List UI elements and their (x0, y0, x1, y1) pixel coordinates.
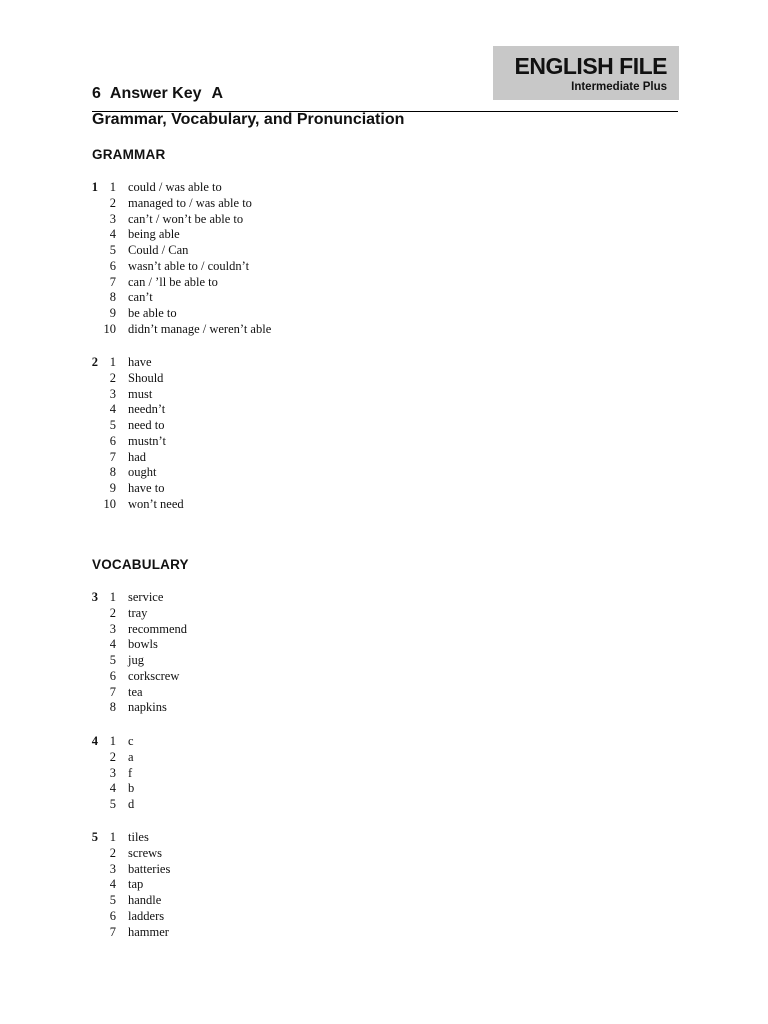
item-answer: won’t need (128, 496, 184, 511)
item-number: 10 (103, 321, 116, 336)
item-answer: jug (128, 653, 144, 667)
answer-row (88, 877, 388, 893)
item-answer: recommend (128, 621, 188, 636)
answer-row (88, 275, 388, 291)
answer-key-title: Answer Key (109, 85, 202, 102)
item-number: 6 (109, 433, 116, 448)
item-answer: can’t / won’t be able to (128, 211, 244, 226)
item-answer: can / ’ll be able to (128, 274, 218, 289)
item-number: 1 (109, 180, 116, 194)
answer-row (88, 750, 388, 766)
item-answer: have (128, 355, 152, 369)
item-number: 9 (109, 481, 116, 495)
answer-row (88, 259, 388, 275)
answer-row (88, 781, 388, 797)
exercise-number: 5 (91, 830, 98, 844)
item-number: 7 (109, 449, 116, 464)
answer-row (88, 830, 388, 846)
answer-row (88, 637, 388, 653)
item-answer: c (128, 734, 134, 748)
item-number: 5 (109, 418, 116, 432)
item-answer: need to (128, 418, 165, 432)
item-answer: corkscrew (128, 668, 180, 683)
exercise-number: 1 (91, 180, 98, 194)
item-answer: batteries (128, 861, 171, 876)
item-number: 2 (109, 845, 116, 860)
answer-row (88, 893, 388, 909)
answer-row (88, 402, 388, 418)
item-answer: bowls (128, 637, 158, 652)
exercise-4 (88, 734, 388, 813)
answer-row (88, 909, 388, 925)
answer-row (88, 653, 388, 669)
exercise-number: 4 (91, 734, 98, 748)
grammar-heading: GRAMMAR (92, 147, 166, 162)
test-version: A (211, 85, 224, 102)
answer-row (88, 734, 388, 750)
answer-row (88, 434, 388, 450)
exercise-number: 3 (91, 590, 98, 604)
answer-row (88, 180, 388, 196)
item-answer: could / was able to (128, 180, 222, 194)
answer-row (88, 355, 388, 371)
item-number: 1 (109, 734, 116, 748)
item-number: 7 (109, 274, 116, 289)
item-number: 7 (109, 684, 116, 699)
item-answer: d (128, 797, 135, 811)
answer-row (88, 590, 388, 606)
answer-row (88, 290, 388, 306)
item-number: 4 (109, 402, 116, 417)
answer-row (88, 766, 388, 782)
item-number: 3 (109, 621, 116, 636)
answer-row (88, 481, 388, 497)
answer-row (88, 622, 388, 638)
item-answer: have to (128, 481, 165, 495)
item-number: 4 (109, 877, 116, 892)
item-number: 9 (109, 306, 116, 320)
item-number: 6 (109, 908, 116, 923)
item-answer: a (128, 749, 134, 764)
item-number: 6 (109, 668, 116, 683)
item-number: 10 (103, 496, 116, 511)
exercise-1 (88, 180, 388, 338)
answer-row (88, 322, 388, 338)
item-number: 4 (109, 637, 116, 652)
item-answer: wasn’t able to / couldn’t (128, 258, 250, 273)
item-answer: Should (128, 370, 164, 385)
item-number: 4 (109, 781, 116, 796)
item-number: 2 (109, 605, 116, 620)
item-number: 1 (109, 355, 116, 369)
item-answer: ought (128, 465, 157, 480)
answer-row (88, 846, 388, 862)
item-answer: tiles (128, 830, 149, 844)
item-answer: must (128, 386, 153, 401)
answer-row (88, 212, 388, 228)
item-number: 5 (109, 797, 116, 811)
vocabulary-heading: VOCABULARY (92, 557, 189, 572)
item-number: 5 (109, 893, 116, 907)
item-answer: tap (128, 877, 144, 892)
page-title (92, 85, 223, 103)
answer-row (88, 196, 388, 212)
item-answer: didn’t manage / weren’t able (128, 321, 272, 336)
answer-row (88, 497, 388, 513)
answer-row (88, 925, 388, 941)
item-answer: be able to (128, 306, 177, 320)
answer-row (88, 685, 388, 701)
item-number: 3 (109, 386, 116, 401)
exercise-3 (88, 590, 388, 716)
item-answer: tray (128, 605, 148, 620)
item-answer: being able (128, 227, 180, 242)
item-number: 3 (109, 861, 116, 876)
logo-level: Intermediate Plus (571, 81, 667, 93)
answer-row (88, 227, 388, 243)
item-answer: screws (128, 845, 163, 860)
answer-row (88, 700, 388, 716)
exercise-2 (88, 355, 388, 513)
item-answer: ladders (128, 908, 165, 923)
item-number: 8 (109, 290, 116, 305)
answer-row (88, 243, 388, 259)
answer-row (88, 669, 388, 685)
exercise-5 (88, 830, 388, 940)
item-answer: managed to / was able to (128, 195, 252, 210)
answer-row (88, 371, 388, 387)
item-answer: tea (128, 684, 143, 699)
item-number: 8 (109, 465, 116, 480)
item-number: 2 (109, 195, 116, 210)
answer-row (88, 387, 388, 403)
item-number: 2 (109, 749, 116, 764)
page-subtitle: Grammar, Vocabulary, and Pronunciation (92, 111, 405, 128)
item-number: 3 (109, 765, 116, 780)
item-number: 5 (109, 243, 116, 257)
answer-row (88, 450, 388, 466)
answer-row (88, 418, 388, 434)
item-answer: can’t (128, 290, 153, 305)
answer-row (88, 862, 388, 878)
english-file-logo (493, 46, 679, 100)
logo-brand: ENGLISH FILE (514, 53, 667, 79)
item-answer: needn’t (128, 402, 166, 417)
item-answer: mustn’t (128, 433, 166, 448)
answer-row (88, 465, 388, 481)
item-answer: b (128, 781, 135, 796)
exercise-number: 2 (91, 355, 98, 369)
unit-number: 6 (92, 85, 101, 102)
item-number: 8 (109, 700, 116, 715)
item-answer: handle (128, 893, 162, 907)
item-answer: f (128, 765, 133, 780)
item-answer: service (128, 590, 164, 604)
item-number: 7 (109, 924, 116, 939)
item-number: 3 (109, 211, 116, 226)
item-number: 5 (109, 653, 116, 667)
item-number: 4 (109, 227, 116, 242)
item-answer: had (128, 449, 147, 464)
item-number: 1 (109, 830, 116, 844)
item-answer: Could / Can (128, 243, 189, 257)
answer-row (88, 797, 388, 813)
item-number: 6 (109, 258, 116, 273)
answer-row (88, 606, 388, 622)
item-answer: napkins (128, 700, 167, 715)
item-number: 2 (109, 370, 116, 385)
answer-row (88, 306, 388, 322)
item-number: 1 (109, 590, 116, 604)
item-answer: hammer (128, 924, 169, 939)
